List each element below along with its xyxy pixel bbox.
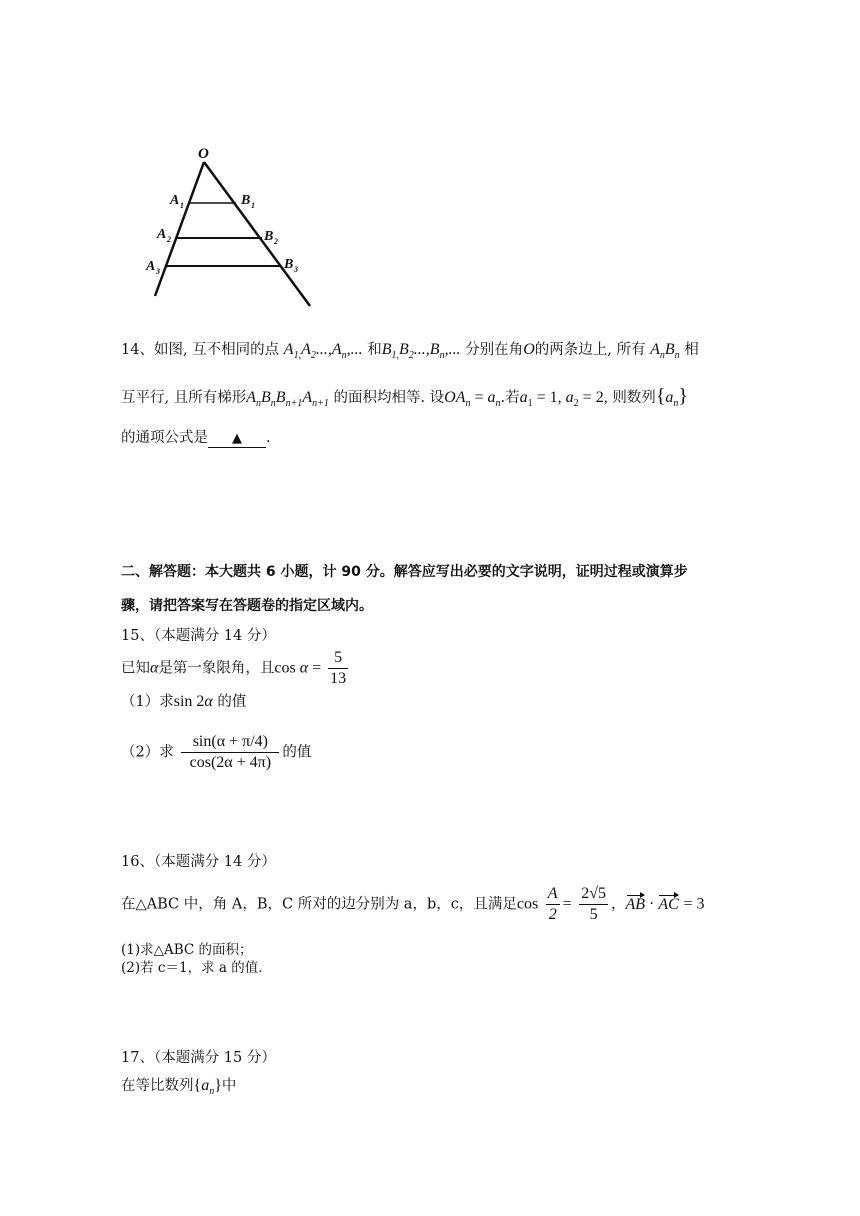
trapezoid-expr: $A_nB_nB_{n+1}A_{n+1}$ bbox=[246, 389, 329, 410]
trapezoid-figure bbox=[140, 140, 330, 320]
q14-line2: 互平行, 且所有梯形$A_nB_nB_{n+1}A_{n+1}$ 的面积均相等. 设$OA_n = a_n$.若$a_1 = 1$, $a_2 = 2$, 则数列$\{a_n\}$ bbox=[121, 385, 689, 410]
q15-part2-fraction: $\frac{\sin(\alpha + \pi/4)}{\cos(2\alpha + 4\pi)}$ bbox=[181, 732, 279, 773]
label-b2: B bbox=[264, 229, 274, 244]
label-a3-sub: 3 bbox=[156, 267, 160, 276]
label-b1-sub: 1 bbox=[251, 201, 255, 210]
q16-value-fraction: $\frac{2√5}{5}$ bbox=[581, 885, 606, 923]
answer-blank[interactable]: ▲ bbox=[208, 431, 266, 448]
label-a1: A bbox=[170, 193, 180, 208]
q16-part2: (2)若 c＝1，求 a 的值． bbox=[121, 960, 272, 976]
q14-number: 14、 bbox=[121, 342, 154, 358]
label-b3: B bbox=[284, 257, 294, 272]
q15-part1: （1）求sin 2α 的值 bbox=[121, 693, 247, 710]
label-b1: B bbox=[241, 193, 251, 208]
q16-part1: (1)求△ABC 的面积； bbox=[121, 942, 253, 958]
points-b: $B_{1,}B_2...,B_n$,... bbox=[381, 341, 461, 362]
q14-line3: 的通项公式是 ▲ . bbox=[121, 430, 271, 446]
right-ray bbox=[204, 162, 310, 306]
label-b2-sub: 2 bbox=[274, 237, 278, 246]
q14-line1: 14、如图, 互不相同的点 $A_{1,}A_2...,A_n$,... 和$B_{1,}B_2...,B_n$,... 分别在角O的两条边上, 所有 $A_nB_n$ 相 bbox=[121, 341, 699, 362]
q16-half-angle-fraction: $\frac{A}{2}$ bbox=[547, 885, 558, 923]
label-b3-sub: 3 bbox=[294, 265, 298, 274]
label-a1-sub: 1 bbox=[180, 201, 184, 210]
q17-header: 17、（本题满分 15 分） bbox=[121, 1050, 276, 1066]
label-a3: A bbox=[146, 259, 156, 274]
points-a: $A_{1,}A_2...,A_n$,... bbox=[283, 341, 363, 362]
q15-part2: （2）求 $\frac{\sin(\alpha + \pi/4)}{\cos(2\alpha + 4\pi)}$ 的值 bbox=[121, 733, 312, 771]
q16-header: 16、（本题满分 14 分） bbox=[121, 854, 276, 870]
label-a2-sub: 2 bbox=[167, 235, 171, 244]
label-a2: A bbox=[157, 227, 167, 242]
section2-line2: 骤，请把答案写在答题卷的指定区域内。 bbox=[121, 598, 373, 614]
q15-fraction: $\frac{5}{13}$ bbox=[330, 649, 347, 687]
label-o: O bbox=[198, 146, 209, 162]
q17-stem: 在等比数列$\{a_n\}$中 bbox=[121, 1077, 237, 1098]
section2-line1: 二、解答题：本大题共 6 小题，计 90 分。解答应写出必要的文字说明，证明过程或演算步 bbox=[121, 564, 688, 580]
q15-stem: 已知α是第一象限角，且cos α = $\frac{5}{13}$ bbox=[121, 649, 347, 687]
vector-ab: AB bbox=[625, 895, 646, 913]
q15-header: 15、（本题满分 14 分） bbox=[121, 628, 276, 644]
q16-stem: 在△ABC 中，角 A，B，C 所对的边分别为 a，b，c，且满足cos $\frac{A}{2}$ = $\frac{2√5}{5}$ ，AB · AC = 3 bbox=[121, 885, 705, 923]
vector-ac: AC bbox=[658, 895, 679, 913]
